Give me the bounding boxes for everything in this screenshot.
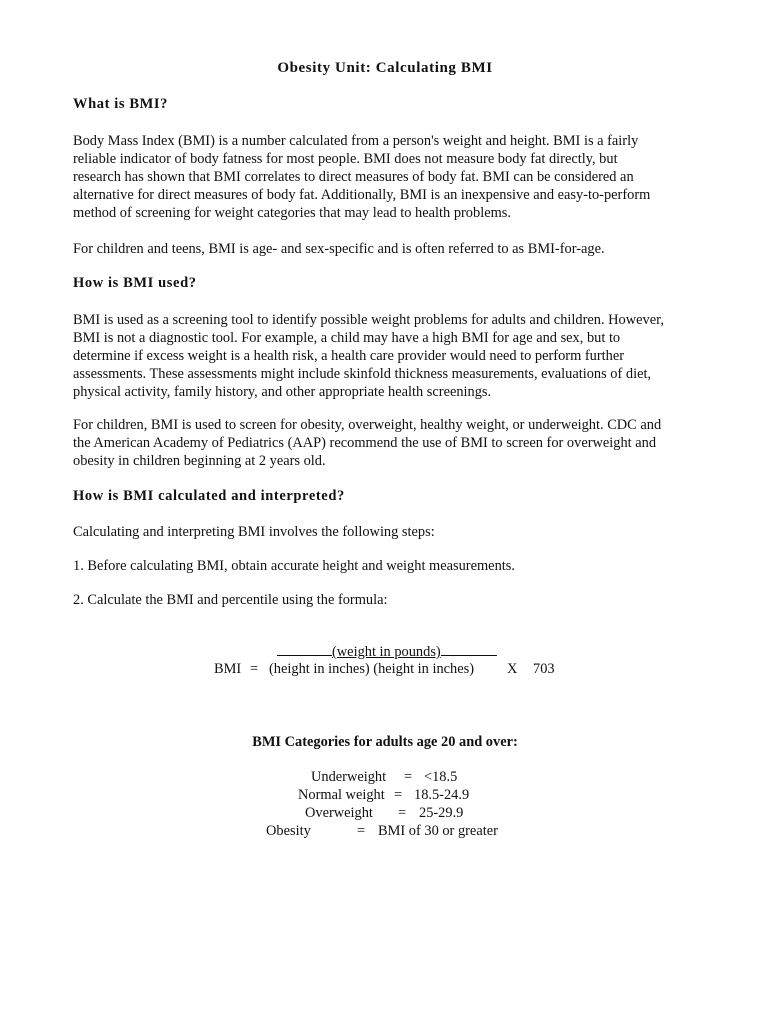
formula-numerator-text: (weight in pounds) <box>332 644 441 660</box>
category-separator: = <box>404 769 413 785</box>
document-title: Obesity Unit: Calculating BMI <box>277 60 493 76</box>
paragraph-bmi-definition <box>73 132 713 222</box>
heading-how-is-bmi-used: How is BMI used? <box>73 275 197 291</box>
category-row-overweight <box>0 805 770 823</box>
paragraph-steps-intro <box>73 523 713 541</box>
paragraph-line: method of screening for weight categories that may lead to health problems. <box>73 205 511 221</box>
paragraph-line: 1. Before calculating BMI, obtain accurate height and weight measurements. <box>73 558 515 574</box>
formula-numerator <box>277 643 497 661</box>
category-row-normal-weight <box>0 787 770 805</box>
category-value: BMI of 30 or greater <box>378 823 498 839</box>
paragraph-line: research has shown that BMI correlates to direct measures of body fat. BMI can be considered an <box>73 169 634 185</box>
paragraph-line: determine if excess weight is a health risk, a health care provider would need to perform further <box>73 348 625 364</box>
category-value: 25-29.9 <box>419 805 464 821</box>
formula-constant: 703 <box>533 661 555 677</box>
formula-equals: = <box>250 661 259 677</box>
step-1 <box>73 557 713 575</box>
paragraph-line: alternative for direct measures of body fat. Additionally, BMI is an inexpensive and easy-to-perform <box>73 187 651 203</box>
categories-heading: BMI Categories for adults age 20 and over: <box>252 734 518 750</box>
paragraph-line: the American Academy of Pediatrics (AAP) recommend the use of BMI to screen for overweight and <box>73 435 657 451</box>
category-name: Underweight <box>311 769 387 785</box>
category-name: Overweight <box>305 805 373 821</box>
paragraph-line: reliable indicator of body fatness for most people. BMI does not measure body fat directly, but <box>73 151 618 167</box>
formula-times: X <box>507 661 518 677</box>
category-value: 18.5-24.9 <box>414 787 470 803</box>
paragraph-line: 2. Calculate the BMI and percentile using the formula: <box>73 592 388 608</box>
category-separator: = <box>394 787 403 803</box>
paragraph-line: Calculating and interpreting BMI involves the following steps: <box>73 524 435 540</box>
paragraph-line: obesity in children beginning at 2 years old. <box>73 453 326 469</box>
category-separator: = <box>357 823 366 839</box>
category-name: Normal weight <box>298 787 385 803</box>
heading-how-is-bmi-calculated: How is BMI calculated and interpreted? <box>73 488 345 504</box>
category-name: Obesity <box>266 823 311 839</box>
step-2 <box>73 591 713 609</box>
paragraph-children-screening <box>73 416 713 470</box>
paragraph-line: BMI is not a diagnostic tool. For example, a child may have a high BMI for age and sex, but to <box>73 330 621 346</box>
paragraph-bmi-for-age <box>73 240 713 258</box>
paragraph-screening-tool <box>73 311 713 401</box>
heading-what-is-bmi: What is BMI? <box>73 96 169 112</box>
formula-label: BMI <box>214 661 242 677</box>
category-row-obesity <box>0 823 770 841</box>
category-row-underweight <box>0 769 770 787</box>
category-separator: = <box>398 805 407 821</box>
paragraph-line: physical activity, family history, and other appropriate health screenings. <box>73 384 492 400</box>
paragraph-line: Body Mass Index (BMI) is a number calculated from a person's weight and height. BMI is a fairly <box>73 133 639 149</box>
paragraph-line: BMI is used as a screening tool to identify possible weight problems for adults and children. However, <box>73 312 664 328</box>
paragraph-line: assessments. These assessments might include skinfold thickness measurements, evaluations of diet, <box>73 366 652 382</box>
paragraph-line: For children, BMI is used to screen for obesity, overweight, healthy weight, or underweight. CDC and <box>73 417 662 433</box>
category-value: <18.5 <box>424 769 458 785</box>
fraction-rule-left <box>277 643 332 656</box>
fraction-rule-right <box>441 643 497 656</box>
paragraph-line: For children and teens, BMI is age- and sex-specific and is often referred to as BMI-for-age. <box>73 241 605 257</box>
formula-denominator: (height in inches) (height in inches) <box>269 661 475 677</box>
